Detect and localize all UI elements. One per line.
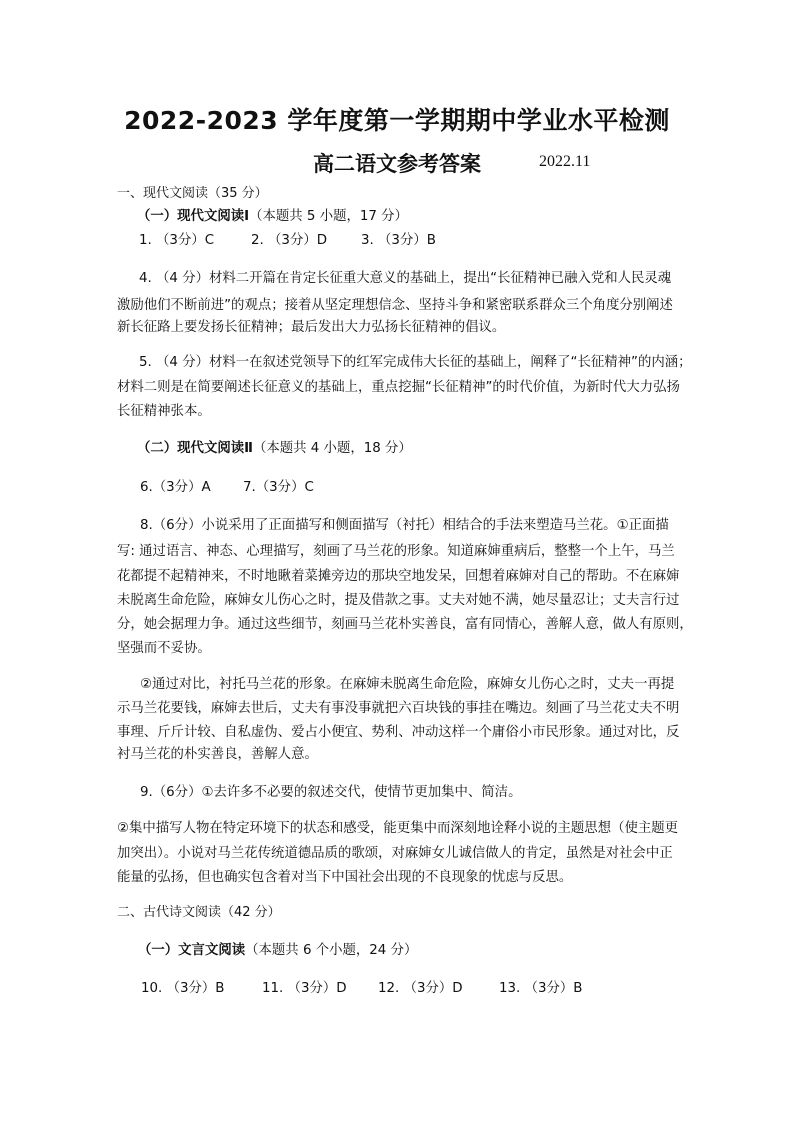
q8b-line: 示马兰花要钱，麻婶去世后，丈夫有事没事就把六百块钱的事挂在嘴边。刻画了马兰花丈夫不明 <box>117 701 680 716</box>
q9b-line: ②集中描写人物在特定环境下的状态和感受，能更集中而深刻地诠释小说的主题思想（使主题更 <box>117 821 679 836</box>
answer-item: 7.（3分）C <box>243 480 314 495</box>
answer-item: 10. （3分）B <box>141 981 225 996</box>
q5-line: 长征精神张本。 <box>117 404 211 419</box>
page-title: 2022-2023 学年度第一学期期中学业水平检测 <box>124 106 670 135</box>
q8b-line: 事理、斤斤计较、自私虚伪、爱占小便宜、势利、冲动这样一个庸俗小市民形象。通过对比，反 <box>117 725 680 740</box>
answer-item: 3. （3分）B <box>361 233 436 248</box>
q8-line: 8.（6分）小说采用了正面描写和侧面描写（衬托）相结合的手法来塑造马兰花。①正面描 <box>140 518 669 533</box>
q8-line: 写: 通过语言、神态、心理描写，刻画了马兰花的形象。知道麻婶重病后，整整一个上午，马兰 <box>117 544 675 559</box>
part-heading-classical-prose <box>138 937 698 965</box>
part-heading-note: （本题共 4 小题，18 分） <box>252 441 412 456</box>
q9b-line: 加突出）。小说对马兰花传统道德品质的歌颂，对麻婶女儿诚信做人的肯定，虽然是对社会中正 <box>117 846 673 861</box>
q4-line: 激励他们不断前进”的观点；接着从坚定理想信念、坚持斗争和紧密联系群众三个角度分别阐述 <box>117 298 673 313</box>
part-heading-label: （一）文言文阅读 <box>138 943 246 958</box>
q9b-line: 能量的弘扬，但也确实包含着对当下中国社会出现的不良现象的忧虑与反思。 <box>117 870 573 885</box>
q5-line: 材料二则是在简要阐述长征意义的基础上，重点挖掘“长征精神”的时代价值，为新时代大力弘扬 <box>117 380 680 395</box>
q9-line: 9.（6分）①去许多不必要的叙述交代，使情节更加集中、简洁。 <box>140 785 522 800</box>
answer-item: 12. （3分）D <box>378 981 463 996</box>
q8-line: 花都提不起精神来，不时地瞅着菜摊旁边的那块空地发呆，回想着麻婶对自己的帮助。不在麻婶 <box>117 569 680 584</box>
section-heading-modern-reading: 一、现代文阅读（35 分） <box>117 186 268 201</box>
q5-line: 5. （4 分）材料一在叙述党领导下的红军完成伟大长征的基础上，阐释了“长征精神”的内涵； <box>139 355 692 370</box>
section-heading-classical-reading: 二、古代诗文阅读（42 分） <box>117 905 281 920</box>
q8-line: 分，她会据理力争。通过这些细节，刻画马兰花朴实善良，富有同情心，善解人意，做人有原则， <box>117 617 693 632</box>
part-heading-label: （二）现代文阅读Ⅱ <box>137 441 253 456</box>
q8-line: 坚强而不妥协。 <box>117 641 211 656</box>
q8b-line: 衬马兰花的朴实善良，善解人意。 <box>117 747 318 762</box>
answer-item: 2. （3分）D <box>251 233 328 248</box>
page-subtitle: 高二语文参考答案 <box>313 152 481 176</box>
exam-date: 2022.11 <box>539 153 591 170</box>
part-heading-note: （本题共 5 小题，17 分） <box>249 209 408 224</box>
part-heading-modern-reading-2 <box>137 435 697 463</box>
answer-item: 1. （3分）C <box>139 233 215 248</box>
q8-line: 未脱离生命危险，麻婶女儿伤心之时，提及借款之事。丈夫对她不满，她尽量忍让；丈夫言行过 <box>117 593 680 608</box>
q4-line: 新长征路上要发扬长征精神；最后发出大力弘扬长征精神的倡议。 <box>117 320 506 335</box>
answer-item: 6.（3分）A <box>140 480 211 495</box>
part-heading-label: （一）现代文阅读Ⅰ <box>137 209 250 224</box>
answer-row-1-3 <box>139 227 699 255</box>
answer-item: 11. （3分）D <box>262 981 347 996</box>
part-heading-note: （本题共 6 个小题，24 分） <box>245 943 418 958</box>
answer-row-10-13 <box>141 975 701 1003</box>
q4-line: 4. （4 分）材料二开篇在肯定长征重大意义的基础上，提出“长征精神已融入党和人民灵魂 <box>139 271 672 286</box>
q8b-line: ②通过对比，衬托马兰花的形象。在麻婶未脱离生命危险，麻婶女儿伤心之时，丈夫一再提 <box>140 677 675 692</box>
answer-item: 13. （3分）B <box>499 981 583 996</box>
answer-row-6-7 <box>140 474 700 502</box>
